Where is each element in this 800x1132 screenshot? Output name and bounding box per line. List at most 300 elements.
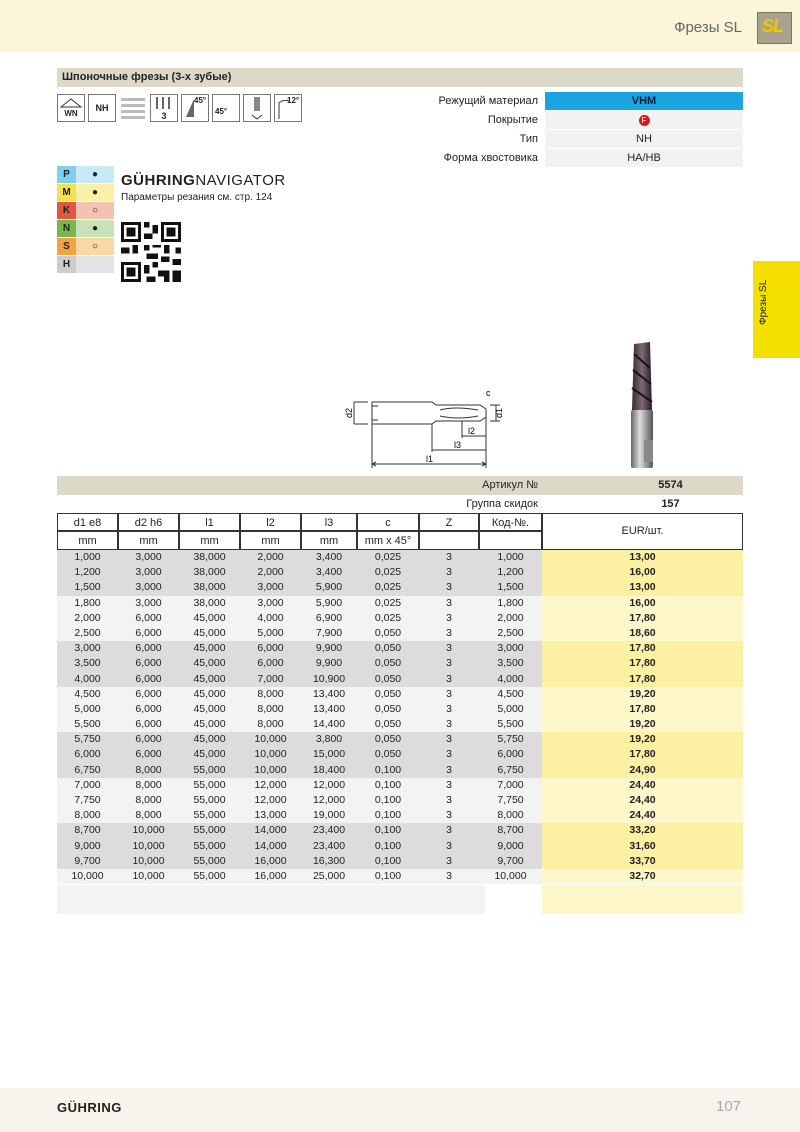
- table-cell: 3: [446, 854, 452, 867]
- table-cell: 12,000: [312, 778, 346, 791]
- table-cell: 3: [446, 581, 452, 594]
- table-cell: 3: [446, 733, 452, 746]
- material-suitability: ○: [76, 238, 114, 255]
- table-cell: 2,000: [257, 551, 284, 563]
- material-value: VHM: [545, 92, 743, 110]
- table-row: [57, 823, 743, 838]
- table-cell: 6,000: [135, 657, 162, 670]
- table-cell: 0,100: [374, 763, 402, 776]
- table-cell: 0,050: [374, 748, 402, 761]
- unit-header: [479, 531, 542, 550]
- table-cell: 5,000: [74, 702, 101, 715]
- table-cell: 3: [446, 672, 452, 685]
- price-cell: 17,80: [542, 747, 743, 762]
- table-cell: 45,000: [193, 657, 226, 670]
- column-header: d2 h6: [118, 513, 179, 531]
- material-code: P: [57, 166, 76, 183]
- table-cell: 8,000: [135, 778, 162, 791]
- table-cell: 3: [446, 626, 452, 639]
- material-row: [57, 220, 114, 238]
- table-row: [57, 626, 743, 641]
- table-cell: 6,000: [135, 718, 162, 731]
- unit-header: mm: [179, 531, 240, 550]
- property-row: Форма хвостовика HA/HB: [407, 149, 743, 168]
- table-cell: 6,000: [135, 702, 162, 715]
- table-cell: 16,300: [312, 854, 346, 867]
- table-cell: 1,200: [74, 566, 101, 579]
- table-cell: 2,500: [497, 626, 524, 639]
- table-cell: 10,000: [254, 733, 287, 746]
- table-cell: 3: [446, 566, 452, 579]
- table-cell: 3: [446, 748, 452, 761]
- table-cell: 0,100: [374, 824, 402, 837]
- table-cell: 23,400: [312, 839, 346, 852]
- material-suitability: ●: [76, 220, 114, 237]
- table-cell: 2,500: [74, 626, 101, 639]
- material-code: N: [57, 220, 76, 237]
- table-cell: 1,500: [74, 581, 101, 594]
- teeth-count-icon: 3: [150, 94, 178, 122]
- column-header: Z: [419, 513, 479, 531]
- table-cell: 0,100: [374, 778, 402, 791]
- table-cell: 3,000: [135, 551, 162, 563]
- table-cell: 9,000: [497, 839, 524, 852]
- clearance-angle-icon: 12°: [274, 94, 302, 122]
- page-footer: [0, 1088, 800, 1132]
- table-cell: 8,000: [257, 702, 284, 715]
- discount-group-row: Группа скидок 157: [57, 496, 743, 513]
- table-cell: 16,000: [254, 854, 287, 867]
- table-cell: 3: [446, 657, 452, 670]
- table-cell: 6,750: [497, 763, 524, 776]
- unit-header: [419, 531, 479, 550]
- tool-photo: [620, 340, 666, 475]
- table-cell: 55,000: [193, 869, 226, 882]
- unit-header: mm: [240, 531, 301, 550]
- price-cell: 24,90: [542, 763, 743, 778]
- table-cell: 5,900: [315, 596, 343, 609]
- sl-logo: [757, 12, 792, 44]
- table-cell: 10,000: [132, 839, 165, 852]
- table-cell: 7,000: [257, 672, 284, 685]
- table-cell: 4,000: [74, 672, 101, 685]
- page-header: [0, 0, 800, 52]
- navigator-brand: GÜHRINGNAVIGATOR: [121, 172, 286, 189]
- table-tail-left: [57, 885, 485, 914]
- svg-text:d2: d2: [344, 407, 354, 418]
- chamfer-angle-icon: 45°: [212, 94, 240, 122]
- table-cell: 0,100: [374, 869, 402, 882]
- table-cell: 6,000: [135, 733, 162, 746]
- sl-logo-text: SL: [762, 16, 784, 36]
- table-cell: 1,000: [497, 551, 524, 563]
- table-cell: 3: [446, 551, 452, 563]
- table-cell: 3,000: [135, 596, 162, 609]
- dimensions-table: [57, 550, 743, 884]
- table-row: [57, 702, 743, 717]
- table-cell: 3: [446, 824, 452, 837]
- table-cell: 0,050: [374, 626, 402, 639]
- material-row: [57, 256, 114, 274]
- table-cell: 3,000: [74, 642, 101, 655]
- tool-dimension-drawing: [340, 384, 510, 474]
- table-cell: 6,000: [497, 748, 524, 761]
- table-cell: 0,025: [374, 551, 402, 563]
- table-cell: 8,000: [257, 718, 284, 731]
- table-cell: 9,900: [315, 657, 343, 670]
- table-cell: 5,000: [257, 626, 284, 639]
- table-row: [57, 596, 743, 611]
- cutting-parameters-ref: Параметры резания см. стр. 124: [121, 192, 273, 203]
- table-row: [57, 808, 743, 823]
- table-cell: 8,000: [135, 794, 162, 806]
- table-cell: 55,000: [193, 854, 226, 867]
- table-row: [57, 565, 743, 580]
- table-cell: 8,700: [74, 824, 101, 837]
- table-row: [57, 611, 743, 626]
- table-cell: 0,050: [374, 642, 402, 655]
- stack-icon: [119, 94, 147, 122]
- table-cell: 4,500: [74, 687, 101, 700]
- table-cell: 6,750: [74, 763, 101, 776]
- table-cell: 2,000: [74, 611, 101, 624]
- table-row: [57, 550, 743, 565]
- material-code: H: [57, 256, 76, 273]
- table-tail-right: [542, 885, 743, 914]
- price-cell: 24,40: [542, 778, 743, 793]
- svg-text:d1: d1: [494, 407, 504, 418]
- helix-angle-icon: 45°: [181, 94, 209, 122]
- table-cell: 3: [446, 778, 452, 791]
- table-cell: 10,000: [132, 854, 165, 867]
- table-cell: 5,000: [497, 702, 524, 715]
- table-cell: 55,000: [193, 839, 226, 852]
- price-cell: 17,80: [542, 611, 743, 626]
- price-cell: 13,00: [542, 580, 743, 595]
- table-cell: 3,400: [315, 551, 343, 563]
- price-cell: 33,20: [542, 823, 743, 838]
- table-cell: 6,000: [135, 611, 162, 624]
- table-cell: 10,000: [132, 869, 165, 882]
- feed-direction-icon: [243, 94, 271, 122]
- material-suitability: ●: [76, 166, 114, 183]
- table-cell: 38,000: [193, 551, 226, 563]
- table-cell: 45,000: [193, 702, 226, 715]
- table-cell: 10,000: [132, 824, 165, 837]
- price-cell: 16,00: [542, 565, 743, 580]
- table-cell: 9,700: [497, 854, 524, 867]
- price-cell: 17,80: [542, 672, 743, 687]
- table-cell: 10,000: [254, 763, 287, 776]
- unit-header: mm: [118, 531, 179, 550]
- table-cell: 1,800: [497, 596, 524, 609]
- table-row: [57, 641, 743, 656]
- material-code: S: [57, 238, 76, 255]
- table-cell: 0,100: [374, 839, 402, 852]
- article-row: Артикул № 5574: [57, 476, 743, 495]
- table-cell: 3: [446, 794, 452, 806]
- table-cell: 8,000: [135, 763, 162, 776]
- table-cell: 2,000: [497, 611, 524, 624]
- table-cell: 0,050: [374, 702, 402, 715]
- table-cell: 3,500: [74, 657, 101, 670]
- table-cell: 6,000: [135, 748, 162, 761]
- table-cell: 1,000: [74, 551, 101, 563]
- column-header: l1: [179, 513, 240, 531]
- price-cell: 18,60: [542, 626, 743, 641]
- table-cell: 3: [446, 718, 452, 731]
- table-cell: 3,400: [315, 566, 343, 579]
- unit-header: mm: [301, 531, 357, 550]
- shank-wn-icon: WN: [57, 94, 85, 122]
- table-row: [57, 793, 743, 808]
- table-cell: 6,000: [257, 657, 284, 670]
- table-cell: 45,000: [193, 611, 226, 624]
- table-cell: 38,000: [193, 596, 226, 609]
- table-cell: 5,750: [497, 733, 524, 746]
- table-cell: 3: [446, 596, 452, 609]
- table-cell: 0,025: [374, 581, 402, 594]
- table-row: [57, 687, 743, 702]
- table-row: [57, 656, 743, 671]
- table-row: [57, 854, 743, 869]
- table-cell: 9,000: [74, 839, 101, 852]
- table-row: [57, 580, 743, 595]
- guhring-navigator: [121, 172, 286, 203]
- material-suitability: ○: [76, 202, 114, 219]
- page-number: 107: [716, 1098, 742, 1115]
- table-cell: 0,050: [374, 733, 402, 746]
- table-cell: 55,000: [193, 824, 226, 837]
- table-cell: 19,000: [312, 809, 346, 822]
- table-cell: 8,000: [135, 809, 162, 822]
- article-number: 5574: [658, 479, 683, 491]
- table-row: [57, 869, 743, 884]
- property-row: Режущий материал VHM: [407, 92, 743, 111]
- type-nh-icon: NH: [88, 94, 116, 122]
- product-subtitle: Шпоночные фрезы (3-х зубые): [62, 71, 232, 83]
- column-header: c: [357, 513, 419, 531]
- table-cell: 6,000: [135, 672, 162, 685]
- table-cell: 6,000: [135, 642, 162, 655]
- table-cell: 14,000: [254, 824, 287, 837]
- table-row: [57, 672, 743, 687]
- material-row: [57, 166, 114, 184]
- table-row: [57, 778, 743, 793]
- material-groups: [57, 166, 114, 274]
- table-cell: 16,000: [254, 869, 287, 882]
- table-header: [57, 513, 743, 550]
- table-cell: 10,900: [312, 672, 346, 685]
- table-cell: 5,750: [74, 733, 101, 746]
- table-cell: 5,900: [315, 581, 343, 594]
- section-title: Фрезы SL: [674, 19, 742, 36]
- table-cell: 6,000: [135, 626, 162, 639]
- table-cell: 3: [446, 809, 452, 822]
- material-code: M: [57, 184, 76, 201]
- table-cell: 3: [446, 642, 452, 655]
- svg-text:l2: l2: [468, 426, 476, 436]
- table-cell: 12,000: [254, 794, 287, 806]
- table-cell: 3: [446, 839, 452, 852]
- svg-text:l3: l3: [454, 440, 462, 450]
- table-cell: 0,050: [374, 657, 402, 670]
- table-cell: 15,000: [312, 748, 346, 761]
- table-cell: 14,000: [254, 839, 287, 852]
- table-cell: 3,000: [257, 596, 284, 609]
- material-suitability: ●: [76, 184, 114, 201]
- table-cell: 55,000: [193, 778, 226, 791]
- price-cell: 24,40: [542, 793, 743, 808]
- table-cell: 45,000: [193, 672, 226, 685]
- table-cell: 0,025: [374, 566, 402, 579]
- table-cell: 3: [446, 869, 452, 882]
- unit-header: mm: [57, 531, 118, 550]
- table-cell: 23,400: [312, 824, 346, 837]
- table-cell: 13,400: [312, 702, 346, 715]
- table-cell: 7,000: [74, 778, 101, 791]
- table-cell: 45,000: [193, 642, 226, 655]
- table-cell: 6,900: [315, 611, 343, 624]
- column-header: d1 e8: [57, 513, 118, 531]
- price-cell: 24,40: [542, 808, 743, 823]
- table-cell: 25,000: [312, 869, 346, 882]
- table-cell: 7,000: [497, 778, 524, 791]
- table-cell: 14,400: [312, 718, 346, 731]
- table-cell: 6,000: [257, 642, 284, 655]
- table-cell: 9,700: [74, 854, 101, 867]
- table-cell: 55,000: [193, 809, 226, 822]
- table-cell: 1,800: [74, 596, 101, 609]
- table-row: [57, 839, 743, 854]
- price-cell: 19,20: [542, 732, 743, 747]
- table-cell: 3: [446, 702, 452, 715]
- product-subtitle-bar: [57, 68, 743, 87]
- table-cell: 45,000: [193, 626, 226, 639]
- table-cell: 3,000: [257, 581, 284, 594]
- table-cell: 0,050: [374, 687, 402, 700]
- svg-text:c: c: [486, 388, 491, 398]
- material-suitability: [76, 256, 114, 273]
- table-row: [57, 732, 743, 747]
- qr-code-icon[interactable]: [121, 222, 181, 282]
- table-cell: 3,000: [497, 642, 524, 655]
- table-cell: 8,700: [497, 824, 524, 837]
- price-cell: 31,60: [542, 839, 743, 854]
- table-cell: 12,000: [312, 794, 346, 806]
- table-cell: 1,500: [497, 581, 524, 594]
- table-cell: 2,000: [257, 566, 284, 579]
- table-cell: 38,000: [193, 566, 226, 579]
- material-row: [57, 238, 114, 256]
- table-cell: 5,500: [497, 718, 524, 731]
- coating-badge: F: [639, 115, 650, 126]
- table-cell: 1,200: [497, 566, 524, 579]
- table-cell: 0,050: [374, 718, 402, 731]
- table-cell: 45,000: [193, 748, 226, 761]
- discount-group-value: 157: [661, 498, 680, 510]
- price-header: EUR/шт.: [542, 513, 743, 550]
- svg-text:l1: l1: [426, 454, 434, 464]
- table-cell: 0,100: [374, 809, 402, 822]
- table-cell: 10,000: [71, 869, 104, 882]
- table-row: [57, 763, 743, 778]
- column-header: l2: [240, 513, 301, 531]
- property-row: Тип NH: [407, 130, 743, 149]
- table-cell: 0,100: [374, 854, 402, 867]
- table-cell: 13,400: [312, 687, 346, 700]
- table-cell: 55,000: [193, 763, 226, 776]
- column-header: Код-№.: [479, 513, 542, 531]
- table-cell: 8,000: [497, 809, 524, 822]
- table-cell: 3: [446, 763, 452, 776]
- material-row: [57, 184, 114, 202]
- price-cell: 32,70: [542, 869, 743, 884]
- table-row: [57, 747, 743, 762]
- table-cell: 10,000: [254, 748, 287, 761]
- table-cell: 4,000: [497, 672, 524, 685]
- side-tab-label: Фрезы SL: [758, 279, 769, 325]
- table-cell: 9,900: [315, 642, 343, 655]
- table-cell: 10,000: [494, 869, 527, 882]
- table-cell: 55,000: [193, 794, 226, 806]
- price-cell: 19,20: [542, 717, 743, 732]
- side-tab-mills[interactable]: [753, 261, 800, 358]
- price-cell: 13,00: [542, 550, 743, 565]
- price-cell: 17,80: [542, 702, 743, 717]
- table-cell: 0,025: [374, 596, 402, 609]
- table-cell: 3: [446, 611, 452, 624]
- price-cell: 17,80: [542, 641, 743, 656]
- table-cell: 5,500: [74, 718, 101, 731]
- column-header: l3: [301, 513, 357, 531]
- table-cell: 4,500: [497, 687, 524, 700]
- table-cell: 6,000: [74, 748, 101, 761]
- material-code: K: [57, 202, 76, 219]
- footer-brand: GÜHRING: [57, 1100, 122, 1115]
- table-cell: 3,500: [497, 657, 524, 670]
- table-cell: 0,025: [374, 611, 402, 624]
- tool-properties: [407, 92, 743, 168]
- price-cell: 19,20: [542, 687, 743, 702]
- table-cell: 13,000: [254, 809, 287, 822]
- table-cell: 8,000: [257, 687, 284, 700]
- price-cell: 16,00: [542, 596, 743, 611]
- table-cell: 3,800: [315, 733, 343, 746]
- table-cell: 18,400: [312, 763, 346, 776]
- table-cell: 8,000: [74, 809, 101, 822]
- table-cell: 7,750: [497, 794, 524, 806]
- table-cell: 4,000: [257, 611, 284, 624]
- table-cell: 7,750: [74, 794, 101, 806]
- table-cell: 12,000: [254, 778, 287, 791]
- material-row: [57, 202, 114, 220]
- table-cell: 0,050: [374, 672, 402, 685]
- table-cell: 7,900: [315, 626, 343, 639]
- table-row: [57, 717, 743, 732]
- table-cell: 0,100: [374, 794, 402, 806]
- price-cell: 33,70: [542, 854, 743, 869]
- unit-header: mm x 45°: [357, 531, 419, 550]
- table-cell: 45,000: [193, 718, 226, 731]
- table-cell: 38,000: [193, 581, 226, 594]
- table-cell: 6,000: [135, 687, 162, 700]
- price-cell: 17,80: [542, 656, 743, 671]
- table-cell: 45,000: [193, 687, 226, 700]
- table-cell: 3,000: [135, 581, 162, 594]
- table-cell: 3: [446, 687, 452, 700]
- property-row: Покрытие F: [407, 111, 743, 130]
